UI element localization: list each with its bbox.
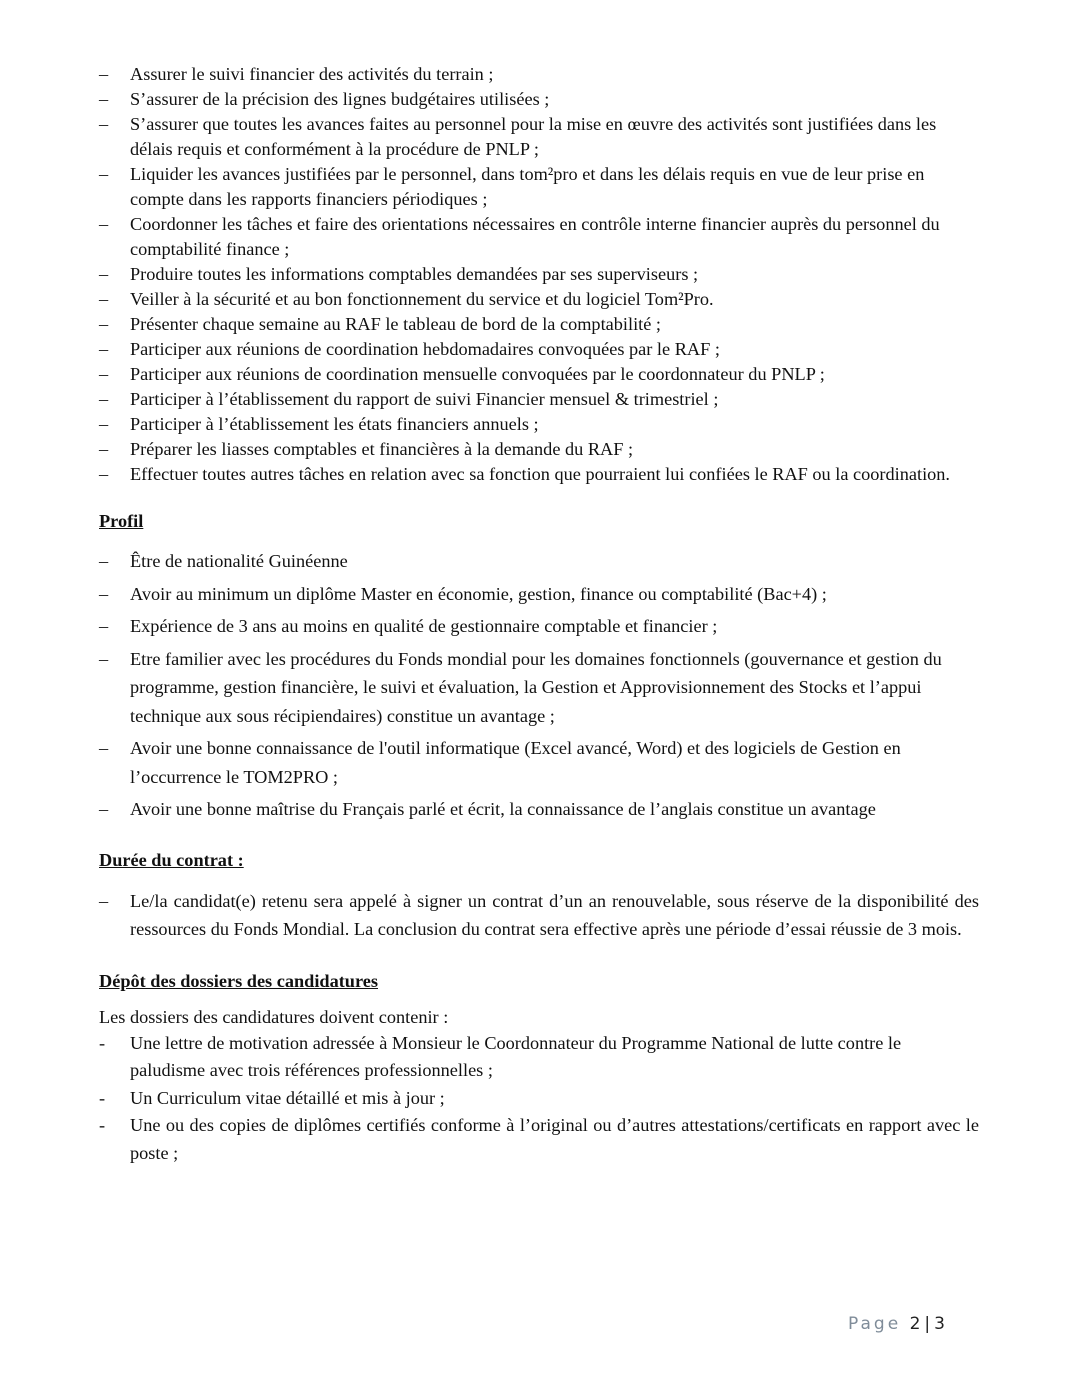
dash-bullet: – — [99, 890, 109, 911]
list-item: – Avoir une bonne maîtrise du Français parlé et écrit, la connaissance de l’anglais constitue un avantage — [99, 795, 979, 824]
dash-bullet: – — [99, 799, 109, 819]
list-item: – S’assurer que toutes les avances faites au personnel pour la mise en œuvre des activités sont justifiées dans les délais requis et conformément à la procédure de PNLP ; — [99, 114, 937, 159]
list-item: – Le/la candidat(e) retenu sera appelé à signer un contrat d’un an renouvelable, sous réserve de la disponibilité des ressources du Fonds Mondial. La conclusion du contrat sera effective après une période d’essai réussie de 3 mois. — [99, 887, 979, 943]
dash-bullet: – — [99, 314, 109, 334]
list-item: – Coordonner les tâches et faire des orientations nécessaires en contrôle interne financier auprès du personnel du comptabilité finance ; — [99, 214, 940, 259]
dash-bullet: – — [99, 551, 109, 571]
list-item: – Préparer les liasses comptables et financières à la demande du RAF ; — [99, 437, 979, 462]
section-title-duree: Durée du contrat : — [99, 849, 244, 870]
list-item: – Participer à l’établissement les états financiers annuels ; — [99, 412, 979, 437]
list-item: - Un Curriculum vitae détaillé et mis à jour ; — [99, 1085, 979, 1113]
list-item: – Veiller à la sécurité et au bon fonctionnement du service et du logiciel Tom²Pro. — [99, 287, 979, 312]
dash-bullet: – — [99, 114, 109, 134]
list-item: – Être de nationalité Guinéenne — [99, 547, 979, 576]
depot-list — [99, 1030, 979, 1168]
dash-bullet: – — [99, 616, 109, 636]
responsibilities-list — [99, 62, 979, 487]
list-item: - Une lettre de motivation adressée à Monsieur le Coordonnateur du Programme National de lutte contre le paludisme avec trois références professionnelles ; — [99, 1030, 979, 1085]
dash-bullet: – — [99, 89, 109, 109]
profil-list — [99, 547, 979, 824]
list-item: – Participer à l’établissement du rapport de suivi Financier mensuel & trimestriel ; — [99, 387, 979, 412]
hyphen-bullet: - — [99, 1115, 106, 1135]
page-separator: | — [924, 1314, 931, 1334]
list-item: – S’assurer de la précision des lignes budgétaires utilisées ; — [99, 87, 979, 112]
list-item: – Produire toutes les informations comptables demandées par ses superviseurs ; — [99, 262, 979, 287]
dash-bullet: – — [99, 214, 109, 234]
list-item: - Une ou des copies de diplômes certifiés conforme à l’original ou d’autres attestations/certificats en rapport avec le poste ; — [99, 1112, 979, 1167]
dash-bullet: – — [99, 289, 109, 309]
dash-bullet: – — [99, 648, 109, 669]
list-item: – Avoir au minimum un diplôme Master en économie, gestion, finance ou comptabilité (Bac+4) ; — [99, 580, 979, 609]
section-title-profil: Profil — [99, 511, 144, 531]
dash-bullet: – — [99, 264, 109, 284]
list-item: – Avoir une bonne connaissance de l'outil informatique (Excel avancé, Word) et des logiciels de Gestion en l’occurrence le TOM2PRO ; — [99, 734, 979, 791]
page-total: 3 — [934, 1314, 945, 1334]
dash-bullet: – — [99, 464, 109, 484]
list-item: – Liquider les avances justifiées par le personnel, dans tom²pro et dans les délais requis en vue de leur prise en compte dans les rapports financiers périodiques ; — [99, 164, 925, 209]
list-item: – Assurer le suivi financier des activités du terrain ; — [99, 62, 979, 87]
duree-list — [99, 887, 979, 943]
hyphen-bullet: - — [99, 1032, 106, 1053]
dash-bullet: – — [99, 389, 109, 409]
dash-bullet: – — [99, 64, 109, 84]
dash-bullet: – — [99, 583, 109, 604]
page-label: Page — [848, 1314, 902, 1334]
dash-bullet: – — [99, 738, 109, 758]
page-current: 2 — [909, 1314, 921, 1334]
dash-bullet: – — [99, 439, 109, 459]
list-item: – Participer aux réunions de coordination hebdomadaires convoquées par le RAF ; — [99, 337, 979, 362]
depot-intro: Les dossiers des candidatures doivent contenir : — [99, 1006, 449, 1027]
page-footer — [848, 1314, 945, 1334]
hyphen-bullet: - — [99, 1087, 106, 1108]
list-item: – Effectuer toutes autres tâches en relation avec sa fonction que pourraient lui confiées le RAF ou la coordination. — [99, 462, 979, 487]
dash-bullet: – — [99, 164, 109, 184]
section-title-depot: Dépôt des dossiers des candidatures — [99, 970, 378, 991]
page-content — [99, 62, 979, 1167]
dash-bullet: – — [99, 339, 109, 359]
list-item: – Expérience de 3 ans au moins en qualité de gestionnaire comptable et financier ; — [99, 612, 979, 641]
list-item: – Présenter chaque semaine au RAF le tableau de bord de la comptabilité ; — [99, 312, 979, 337]
dash-bullet: – — [99, 364, 109, 384]
dash-bullet: – — [99, 414, 109, 434]
list-item: – Etre familier avec les procédures du Fonds mondial pour les domaines fonctionnels (gouvernance et gestion du programme, gestion financière, le suivi et évaluation, la Gestion et Approvisionnement des Stocks et l’appui technique aux sous récipiendaires) constitue un avantage ; — [99, 645, 979, 731]
list-item: – Participer aux réunions de coordination mensuelle convoquées par le coordonnateur du PNLP ; — [99, 362, 979, 387]
